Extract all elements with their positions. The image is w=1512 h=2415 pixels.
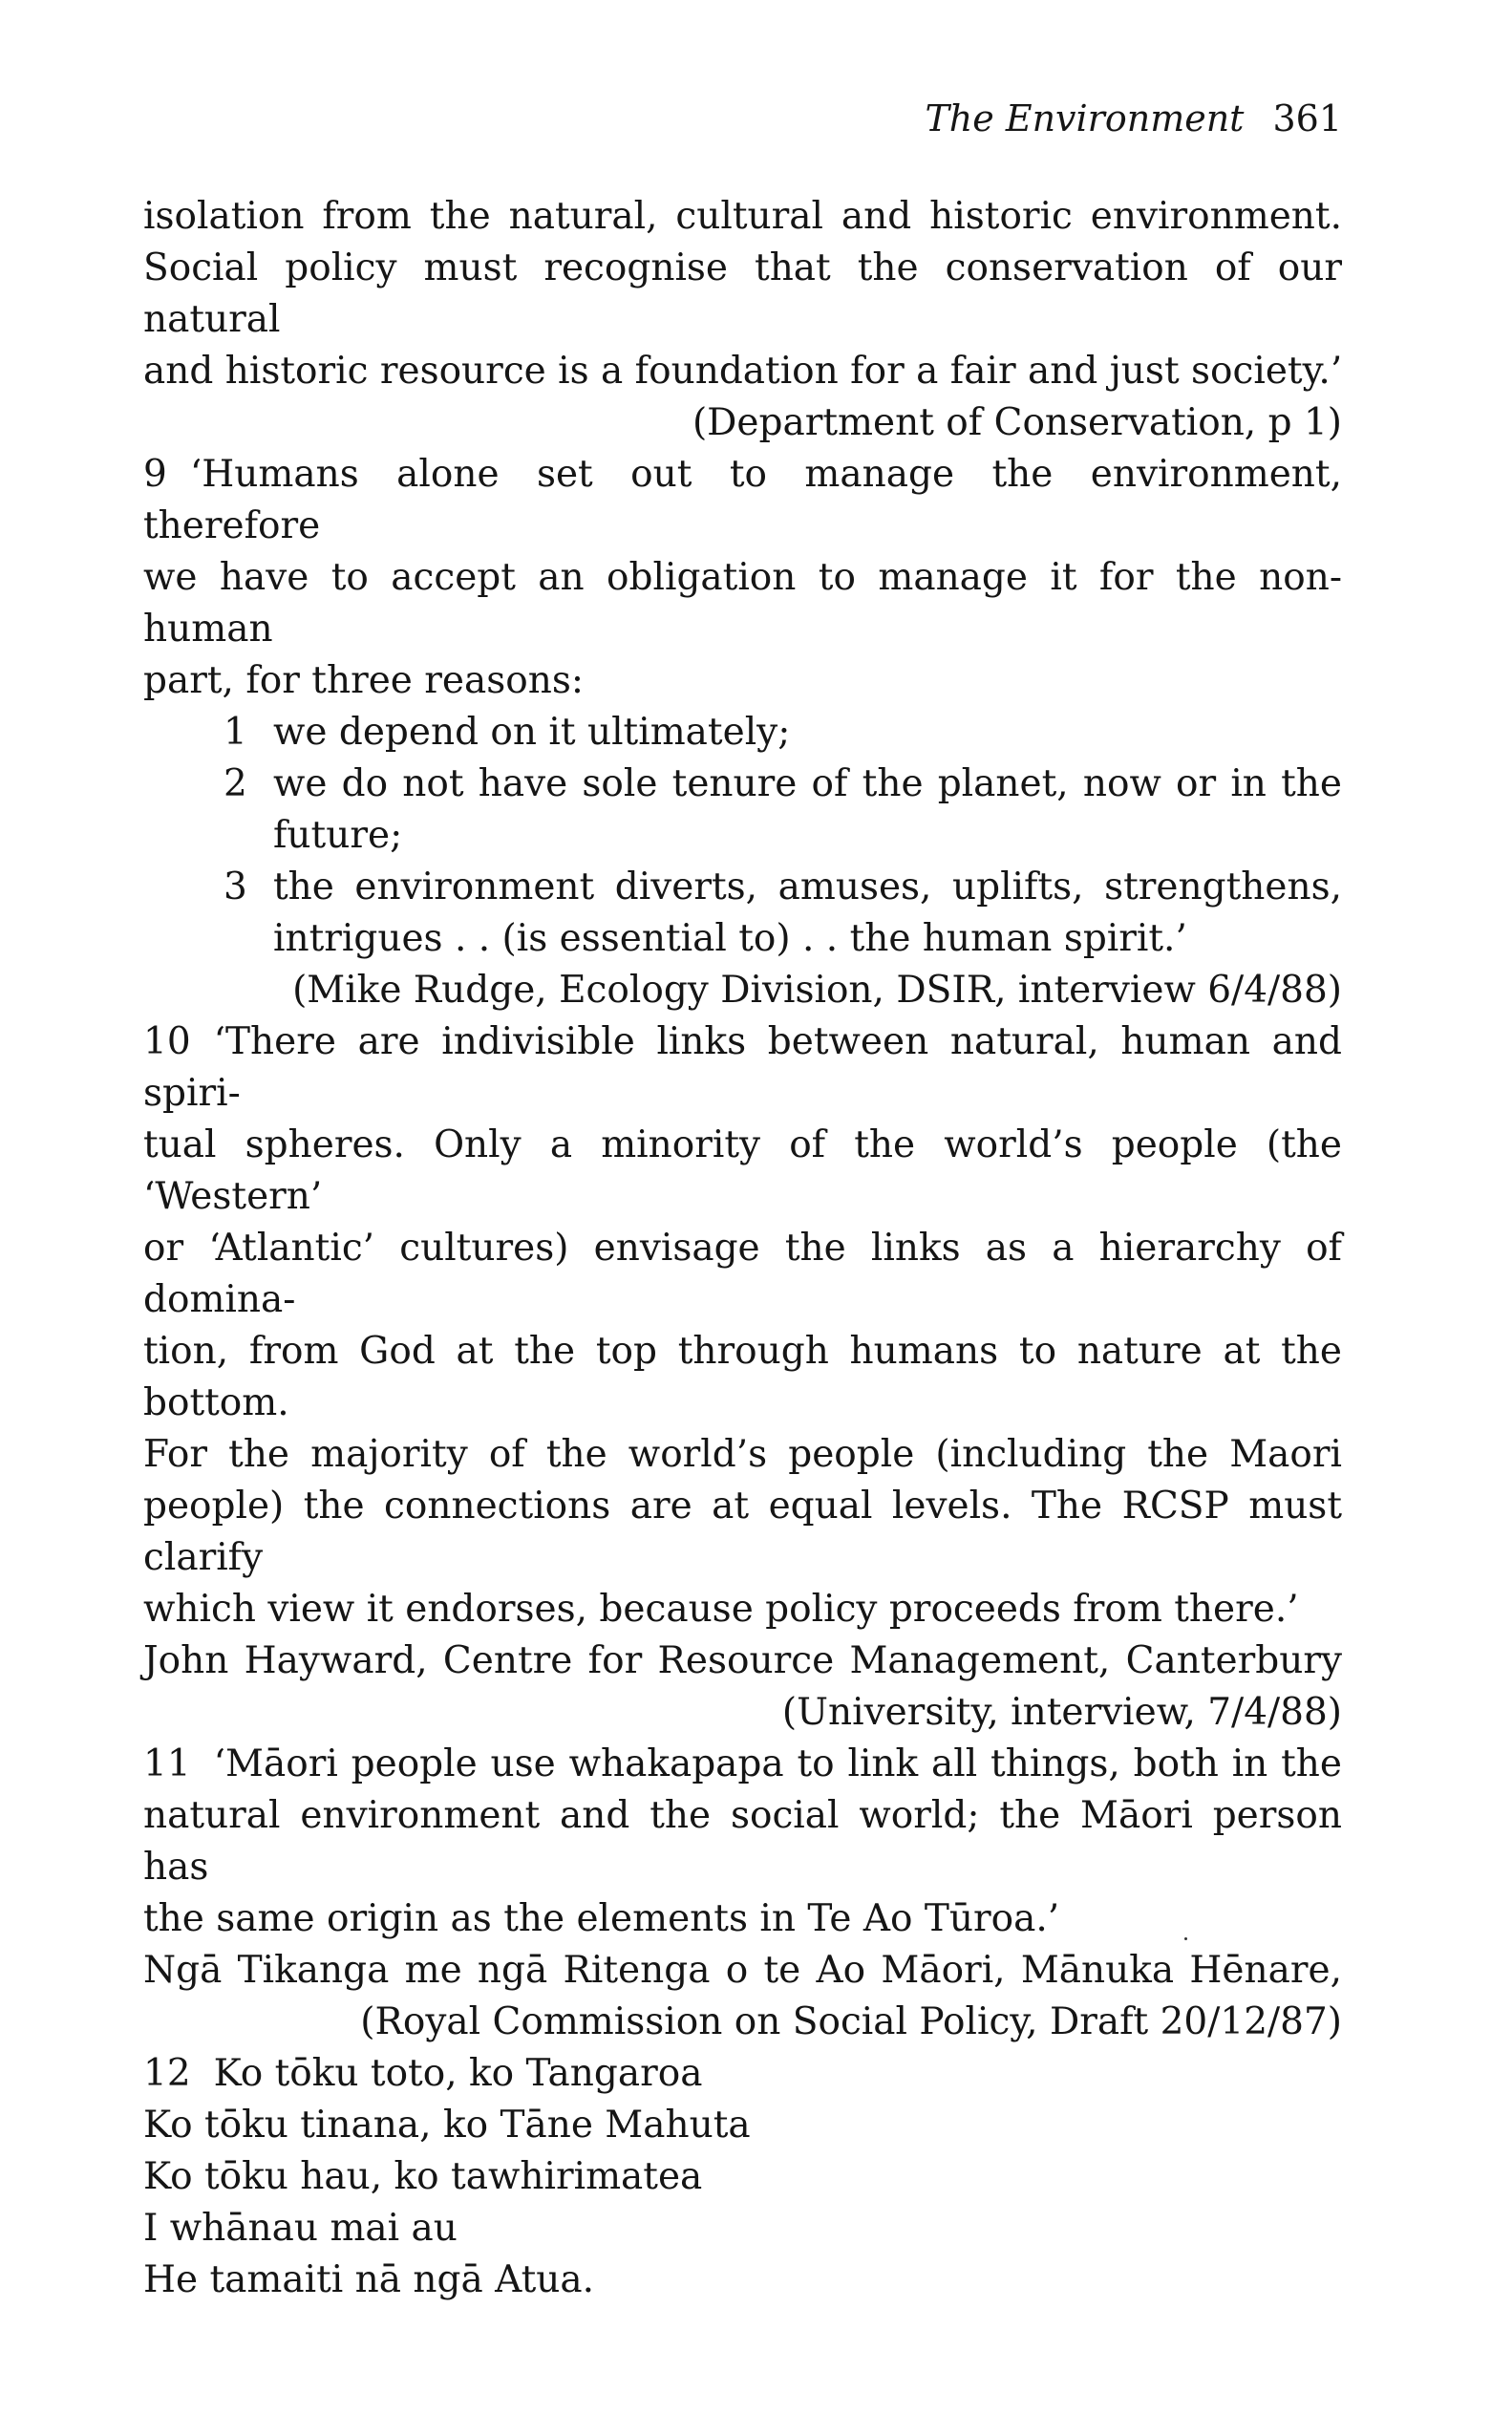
poem-line: Ko tōku hau, ko tawhirimatea bbox=[143, 2155, 703, 2198]
page-number: 361 bbox=[1272, 97, 1342, 139]
text-line bbox=[143, 1016, 1342, 1120]
text-line: people) the connections are at equal levels. The RCSP must clarify bbox=[143, 1485, 1342, 1579]
quote-attribution: (University, interview, 7/4/88) bbox=[781, 1691, 1342, 1734]
quote-attribution: (Mike Rudge, Ecology Division, DSIR, interview 6/4/88) bbox=[292, 969, 1342, 1012]
text-line: and historic resource is a foundation for a fair and just society.’ bbox=[143, 350, 1343, 393]
quote-9 bbox=[143, 449, 1342, 1016]
text-line: Social policy must recognise that the conservation of our natural bbox=[143, 246, 1342, 341]
quote-attribution: Ngā Tikanga me ngā Ritenga o te Ao Māori, Mānuka Hēnare, bbox=[143, 1949, 1342, 1992]
text-line: natural environment and the social world; the Māori person has bbox=[143, 1794, 1342, 1889]
quote-10 bbox=[143, 1016, 1342, 1739]
list-item bbox=[143, 759, 1342, 862]
text-line: we have to accept an obligation to manage it for the non-human bbox=[143, 556, 1342, 651]
list-number: 1 bbox=[224, 711, 247, 754]
text-line: the same origin as the elements in Te Ao Tūroa.’ bbox=[143, 1897, 1060, 1940]
quote-12 bbox=[143, 2048, 1342, 2306]
text-line: or ‘Atlantic’ cultures) envisage the links as a hierarchy of domina- bbox=[143, 1227, 1342, 1321]
text-line: isolation from the natural, cultural and historic environment. bbox=[143, 195, 1342, 238]
quote-attribution: (Royal Commission on Social Policy, Draft 20/12/87) bbox=[360, 2000, 1342, 2043]
running-header bbox=[925, 97, 1342, 139]
quote-number: 10 bbox=[143, 1020, 191, 1063]
text-line-content: Ko tōku toto, ko Tangaroa bbox=[213, 2052, 703, 2095]
quote-attribution: John Hayward, Centre for Resource Management, Canterbury bbox=[143, 1639, 1342, 1682]
chapter-title: The Environment bbox=[925, 97, 1245, 139]
quote-number: 11 bbox=[143, 1742, 191, 1785]
list-item bbox=[143, 707, 1342, 759]
text-line-content: ‘Humans alone set out to manage the environment, therefore bbox=[143, 453, 1342, 547]
quote-attribution: (Department of Conservation, p 1) bbox=[692, 401, 1342, 444]
list-item bbox=[143, 862, 1342, 965]
poem-line bbox=[143, 2048, 1342, 2100]
text-line-content: ‘There are indivisible links between natural, human and spiri- bbox=[143, 1020, 1342, 1115]
text-line bbox=[143, 449, 1342, 552]
poem-line: Ko tōku tinana, ko Tāne Mahuta bbox=[143, 2104, 751, 2147]
page-body bbox=[143, 191, 1342, 2306]
list-number: 3 bbox=[224, 866, 247, 908]
list-number: 2 bbox=[224, 762, 247, 805]
quote-number: 12 bbox=[143, 2052, 191, 2095]
list-item-text: the environment diverts, amuses, uplifts, strengthens, bbox=[273, 866, 1342, 908]
list-item-text: we do not have sole tenure of the planet, now or in the bbox=[273, 762, 1342, 805]
list-item-text: we depend on it ultimately; bbox=[273, 711, 791, 754]
text-line: tion, from God at the top through humans to nature at the bottom. bbox=[143, 1330, 1342, 1424]
poem-line: He tamaiti nā ngā Atua. bbox=[143, 2258, 595, 2301]
list-item-text: intrigues . . (is essential to) . . the human spirit.’ bbox=[273, 917, 1187, 960]
quote-number: 9 bbox=[143, 453, 167, 496]
text-line: tual spheres. Only a minority of the world’s people (the ‘Western’ bbox=[143, 1123, 1342, 1218]
list-item-text: future; bbox=[273, 814, 403, 857]
quote-8 bbox=[143, 191, 1342, 449]
text-line: which view it endorses, because policy proceeds from there.’ bbox=[143, 1588, 1299, 1631]
poem-line: I whānau mai au bbox=[143, 2207, 458, 2250]
text-line: part, for three reasons: bbox=[143, 659, 585, 702]
text-line: For the majority of the world’s people (including the Maori bbox=[143, 1433, 1342, 1476]
text-line bbox=[143, 1739, 1342, 1790]
text-line-content: ‘Māori people use whakapapa to link all things, both in the bbox=[213, 1742, 1342, 1785]
scan-speck bbox=[1184, 1937, 1187, 1940]
quote-11 bbox=[143, 1739, 1342, 2048]
